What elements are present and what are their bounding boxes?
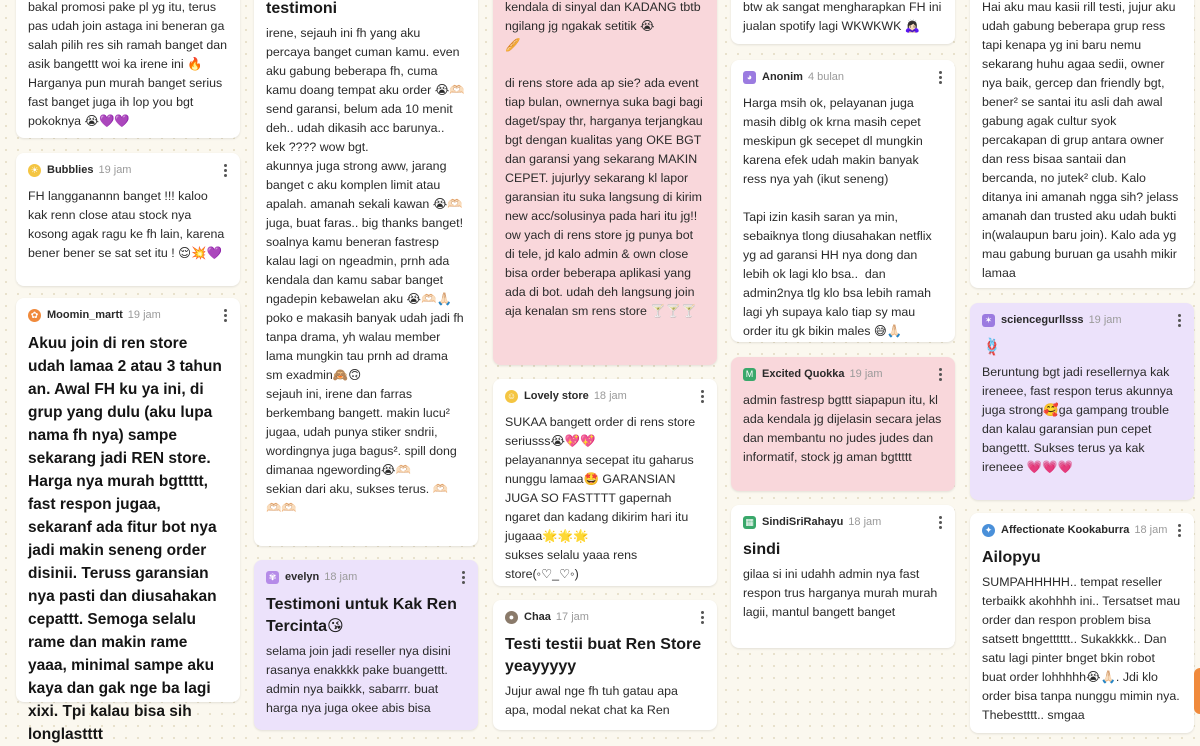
- author-name: Bubblies: [47, 164, 94, 176]
- testimonial-card: [16, 153, 240, 286]
- card-header: [266, 568, 466, 586]
- fox-icon: ✿: [28, 309, 41, 322]
- post-time: 19 jam: [1088, 314, 1122, 326]
- card-title: Ailopyu: [982, 549, 1041, 566]
- card-header: [505, 387, 705, 405]
- card-text: Harga msih ok, pelayanan juga masih dibIg ok krna masih cepet meskipun gk secepet dl mungkin karena efek udah makin banyak ress nya yah (ikut seneng) Tapi izin kasih saran ya min, sebaiknya tlong diusahakan netflix yg ad garansi HH nya dong dan lebih ok lagi klo bsa.. dan admin2nya tlg klo bsa lebih ramah lagi yh supaya kalo tiap sy mau order itu gk bikin males 😅🙏🏻: [743, 96, 932, 338]
- author-name: Lovely store: [524, 390, 589, 402]
- card-text: gilaa si ini udahh admin nya fast respon trus harganya murah murah lagii, mantul bangett banget: [743, 567, 941, 619]
- card-header: [28, 306, 228, 324]
- card-title: testimoni: [266, 0, 338, 17]
- more-options-icon[interactable]: [1174, 311, 1184, 329]
- card-text: admin fastresp bgttt siapapun itu, kl ada kendala jg dijelasin secara jelas dan membantu no judes judes dan informatif, stock jg aman bgttttt: [743, 393, 945, 464]
- post-time: 18 jam: [848, 516, 882, 528]
- card-header: [28, 161, 228, 179]
- card-header: [982, 311, 1182, 329]
- author-name: Chaa: [524, 611, 551, 623]
- card-text: Jujur awal nge fh tuh gatau apa apa, modal nekat chat ka Ren: [505, 684, 682, 717]
- more-options-icon[interactable]: [697, 387, 707, 405]
- post-time: 4 bulan: [807, 71, 845, 83]
- card-title: Testi testii buat Ren Store yeayyyyy: [505, 636, 702, 675]
- testimonial-card: [731, 60, 955, 342]
- card-header: [743, 513, 943, 531]
- more-options-icon[interactable]: [220, 306, 230, 324]
- card-text: btw ak sangat mengharapkan FH ini jualan spotify lagi WKWKWK 🙇🏻‍♀️: [743, 0, 945, 33]
- testimonial-card: [493, 0, 717, 365]
- grid-icon: ▦: [743, 516, 756, 529]
- card-text: Akuu join di ren store udah lamaa 2 atau 3 tahun an. Awal FH ku ya ini, di grup yang dulu (aku lupa nama fh nya) sampe sekarang jadi REN store. Harga nya murah bgttttt, fast respon jugaa, sekaranf ada fitur bot nya jadi makin seneng order disinii. Teruss garansian nya pasti dan diusahakan cepattt. Semoga selalu rame dan makin rame yaaa, minimal sampe aku kaya dan gak nge ba lagi xixi. Tpi kalau bisa sih longlastttt: [28, 335, 227, 743]
- more-options-icon[interactable]: [1174, 521, 1184, 539]
- card-text: selama join jadi reseller nya disini rasanya enakkkk pake buangettt. admin nya baikkk, sabarrr. buat harga nya juga okee abis bisa: [266, 644, 455, 715]
- card-text: bakal promosi pake pl yg itu, terus pas udah join astaga ini beneran ga salah pilih res sih ramah banget dan asik bangettt woi ka irene ini 🔥 Harganya pun murah banget serius fast banget juga ih lop you bgt pokoknya 😭💜💜: [28, 0, 231, 128]
- testimonial-card: [731, 357, 955, 491]
- card-text: SUMPAHHHHH.. tempat reseller terbaikk akohhhh ini.. Tersatset mau order dan respon problem bisa satsett bngetttttt.. Sukakkkk.. Dan satu lagi pinter bnget bkin robot buat order lohhhhh😭🙏🏻. Jdi klo order bisa tanpa nunggu mimin nya. Thebestttt.. smgaa: [982, 575, 1184, 722]
- more-options-icon[interactable]: [935, 365, 945, 383]
- card-header: [743, 68, 943, 86]
- author-name: SindiSriRahayu: [762, 516, 844, 528]
- sun-icon: ☀: [28, 164, 41, 177]
- more-options-icon[interactable]: [458, 568, 468, 586]
- card-header: [505, 608, 705, 626]
- author-name: Affectionate Kookaburra: [1001, 524, 1130, 536]
- post-time: 19 jam: [98, 164, 132, 176]
- card-text: FH langganannn banget !!! kaloo kak renn close atau stock nya kosong agak ragu ke fh lain, karena bener bener se sat set itu ! 😌💥💜: [28, 189, 228, 260]
- post-time: 18 jam: [324, 571, 358, 583]
- testimonial-card: [970, 303, 1194, 500]
- card-text: Beruntung bgt jadi resellernya kak ireneee, fast respon terus akunnya juga strong🥰ga gampang trouble dan kalau garansian pun cepet bangettt. Sukses terus ya kak ireneee 💗💗💗: [982, 365, 1177, 474]
- post-time: 18 jam: [593, 390, 627, 402]
- testimonial-card: [493, 379, 717, 586]
- more-options-icon[interactable]: [935, 513, 945, 531]
- author-name: Anonim: [762, 71, 803, 83]
- testimonial-card: [254, 560, 478, 730]
- card-text: kendala di sinyal dan KADANG tbtb ngilang jg ngakak setitik 😭 🥖 di rens store ada ap sie? ada event tiap bulan, ownernya suka bagi bagi daget/spay thr, harganya terjangkau bgt dengan kualitas yang OKE BGT dan garansi yang sekarang MAKIN CEPET. jujurlyy sekarang kl lapor garansian itu suka langsung di kirim new acc/solusinya pada hari itu jg!! ow yach di rens store jg punya bot di tele, jd kalo admin & own close bisa order beberapa aplikasi yang ada di bot. udah deh langsung join aja kenalan sm rens store 🍸🍸🍸: [505, 0, 703, 318]
- card-header: [982, 521, 1182, 539]
- user-photo-icon: ●: [505, 611, 518, 624]
- author-name: sciencegurllsss: [1001, 314, 1084, 326]
- card-text: SUKAA bangett order di rens store seriusss😭💖💖 pelayanannya secepat itu gaharus nunggu lamaa🤩 GARANSIAN JUGA SO FASTTTT gapernah ngaret dan kadang dikirim hari itu jugaaa🌟🌟🌟 sukses selalu yaaa rens store(◦♡_♡◦): [505, 415, 696, 581]
- testimonial-card: [970, 0, 1194, 288]
- post-time: 18 jam: [1134, 524, 1168, 536]
- smile-icon: ☺: [506, 390, 517, 401]
- floating-action-button[interactable]: [1194, 668, 1200, 714]
- more-options-icon[interactable]: [935, 68, 945, 86]
- card-header: [743, 365, 943, 383]
- testimonial-card: [970, 513, 1194, 733]
- post-time: 19 jam: [127, 309, 161, 321]
- testimonial-card: [254, 0, 478, 546]
- author-name: Excited Quokka: [762, 368, 845, 380]
- flower-icon: ✾: [266, 571, 279, 584]
- card-title: Testimoni untuk Kak Ren Tercinta😘: [266, 596, 457, 635]
- more-options-icon[interactable]: [697, 608, 707, 626]
- post-time: 17 jam: [555, 611, 589, 623]
- anon-icon: ◕: [743, 71, 756, 84]
- testimonial-card: [493, 600, 717, 730]
- testimonial-card: [731, 0, 955, 44]
- card-title: sindi: [743, 541, 781, 558]
- quokka-icon: M: [743, 368, 756, 381]
- bird-icon: ✦: [982, 524, 995, 537]
- more-options-icon[interactable]: [220, 161, 230, 179]
- testimonial-card: [16, 298, 240, 743]
- author-name: Moomin_martt: [47, 309, 123, 321]
- author-name: evelyn: [285, 571, 320, 583]
- dna-icon: ✶: [982, 314, 995, 327]
- testimonial-card: [731, 505, 955, 648]
- post-time: 19 jam: [849, 368, 883, 380]
- card-title: 🪢: [982, 339, 1002, 356]
- card-text: irene, sejauh ini fh yang aku percaya banget cuman kamu. even aku gabung beberapa fh, cuma kamu doang tempat aku order 😭🫶🏻 send garansi, belum ada 10 menit deh.. udah dikasih acc barunya.. kek ???? wow bgt. akunnya juga strong aww, jarang banget c aku komplen limit atau apalah. amanah sekali kawan 😭🫶🏻 juga, buat faras.. big thanks banget! soalnya kamu beneran fastresp kalau lagi on ngeadmin, prnh ada kendala dan kamu sabar banget ngadepin kebawelan aku 😭🫶🏻🙏🏻 poko e makasih banyak udah jadi fh tanpa drama, yh walau member lama mungkin tau prnh ad drama sm exadmin🙈🙃 sejauh ini, irene dan farras berkembang bangett. makin lucu² jugaa, udah punya stiker sndrii, wordingnya juga bagus². spill dong dimanaa ngewording😭🫶🏻 sekian dari aku, sukses terus. 🫶🏻 🫶🏻🫶🏻: [266, 26, 465, 515]
- testimonial-card: [16, 0, 240, 138]
- card-text: Hai aku mau kasii rill testi, jujur aku udah gabung beberapa grup ress tapi kenapa yg ini baru nemu sekarang huhu agaa sedii, owner nya baik, gercep dan friendly bgt, bener² se santai itu asli dah awal gabung agak cultur syok percakapan di grup antara owner dan ress bisaa santaii dan bercanda, no jutek² club. Kalo ditanya ini amanah ngga sih? jelass amanah dan trusted aku udah bukti in(walaupun baru join). Kalo ada yg mau gabung buruan ga usahh mikir lamaa: [982, 0, 1182, 280]
